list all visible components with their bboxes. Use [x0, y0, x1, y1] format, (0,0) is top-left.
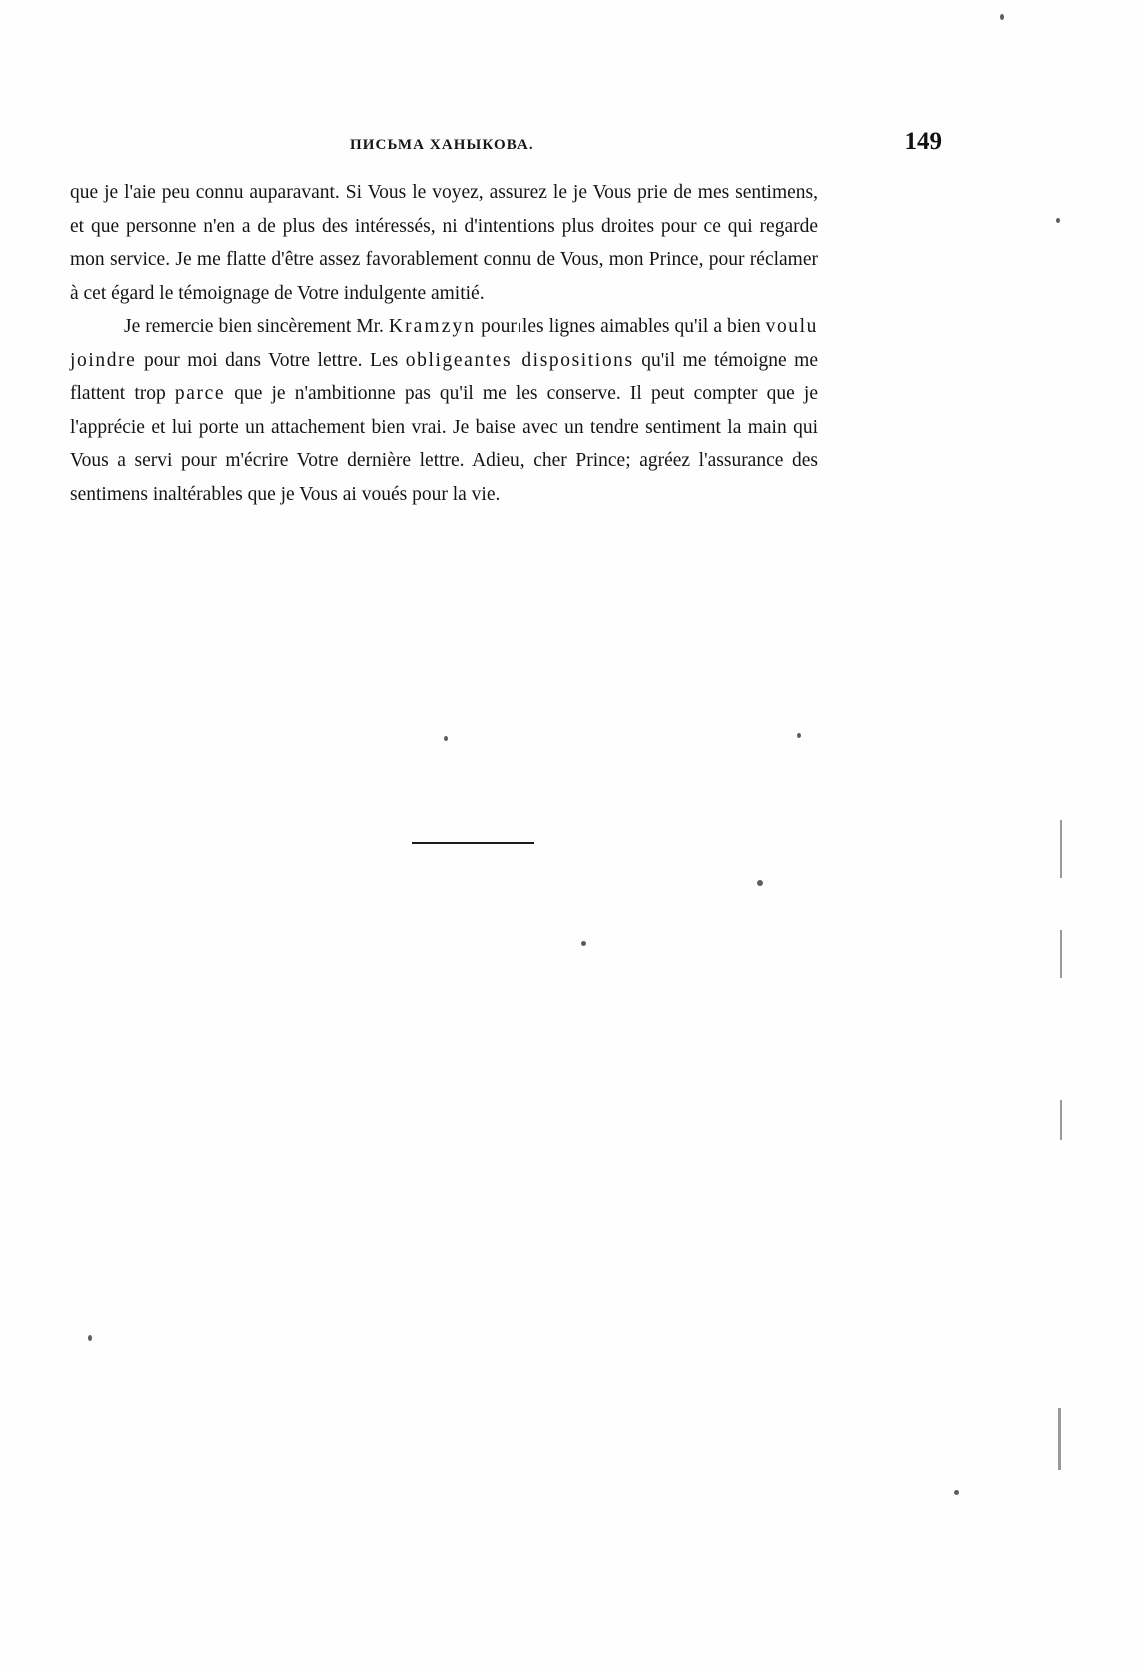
scan-edge-mark	[1060, 820, 1062, 878]
scan-speck	[954, 1490, 959, 1495]
paragraph-2-mid: pour	[476, 316, 522, 337]
scan-speck	[797, 733, 801, 738]
scan-speck	[88, 1335, 92, 1341]
page-header	[70, 128, 1070, 156]
emphasis-voulu-joindre: voulu joindre	[70, 316, 819, 371]
scan-edge-mark	[1060, 1100, 1062, 1140]
section-divider-rule	[412, 842, 534, 844]
scan-speck	[1000, 14, 1004, 20]
emphasis-obligeantes-dispositions: obligeantes dispositions	[405, 349, 634, 371]
paragraph-2-rest4: que je n'ambitionne pas qu'il me les conserve. Il peut compter que je l'apprécie et lui porte un attachement bien vrai. Je baise avec un tendre sentiment la main qui Vous a servi pour m'écrire Votre dernière lettre. Adieu, cher Prince; agréez l'assurance des sentimens inaltérables que je Vous ai voués pour la vie.	[70, 383, 819, 505]
running-head: ПИСЬМА ХАНЫКОВА.	[350, 137, 534, 153]
paragraph-2-rest3: qu'il me témoigne me flattent trop	[70, 349, 818, 404]
scan-speck	[1056, 218, 1060, 223]
paragraph-1: que je l'aie peu connu auparavant. Si Vous le voyez, assurez le je Vous prie de mes sentimens, et que personne n'en a de plus des intéressés, ni d'intentions plus droites pour ce qui regarde mon service. Je me flatte d'être assez favorablement connu de Vous, mon Prince, pour réclamer à cet égard le témoignage de Votre indulgente amitié.	[70, 182, 818, 304]
paragraph-2	[70, 310, 818, 511]
scan-edge-mark	[1058, 1408, 1061, 1470]
scan-speck	[444, 736, 448, 741]
emphasis-name: Kramzyn	[388, 316, 477, 337]
scan-edge-mark	[1060, 930, 1062, 978]
paragraph-2-start: Je remercie bien sincèrement Mr.	[124, 316, 389, 337]
paragraph-2-rest2: pour moi dans Votre lettre. Les	[136, 349, 406, 371]
page-number: 149	[904, 128, 942, 155]
scan-speck	[757, 880, 763, 886]
scan-speck	[581, 941, 586, 946]
paragraph-2-rest: les lignes aimables qu'il a bien	[521, 316, 766, 337]
body-text	[70, 176, 818, 511]
emphasis-parce: parce	[174, 383, 226, 404]
